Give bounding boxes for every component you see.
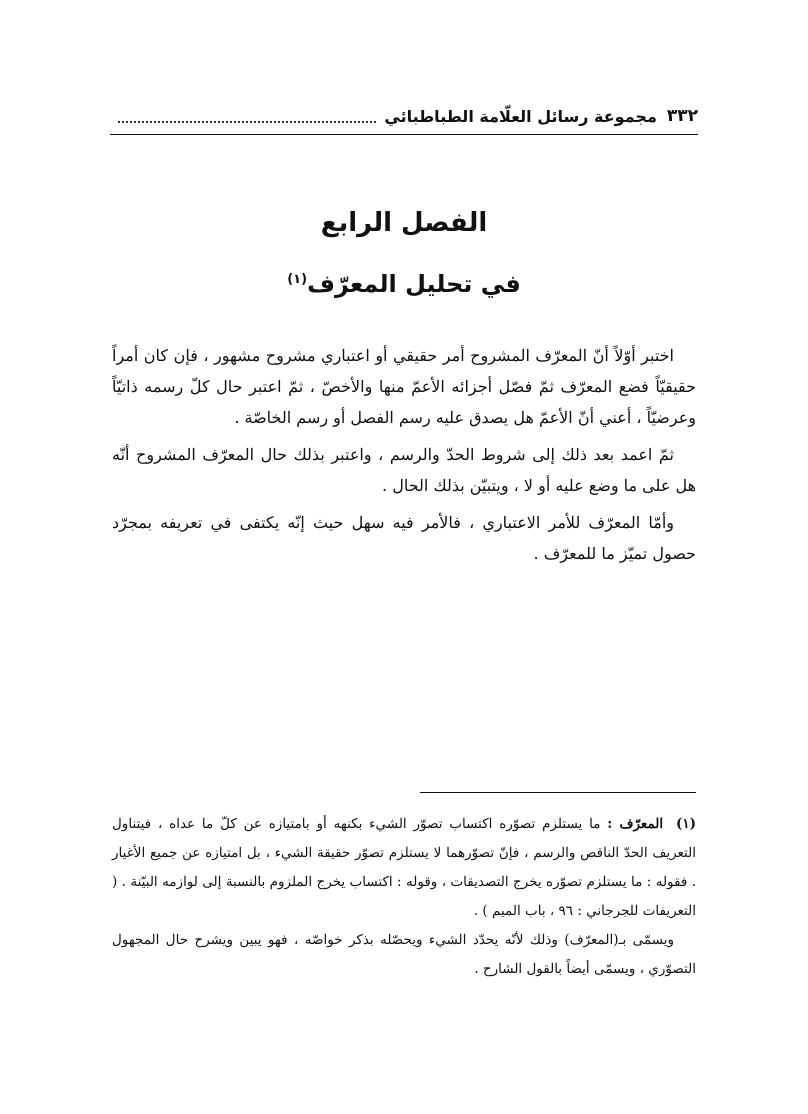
footnote <box>112 810 696 926</box>
body-paragraph: وأمّا المعرّف للأمر الاعتباري ، فالأمر فيه سهل حيث إنّه يكتفى في تعريفه بمجرّد حصول تميّز ما للمعرّف . <box>112 513 696 563</box>
footnote-reference[interactable]: (١) <box>287 272 308 287</box>
footnote-text: ما يستلزم تصوّره اكتساب تصوّر الشيء بكنهه أو بامتيازه عن كلّ ما عداه ، فيتناول التعريف الحدّ الناقص والرسم ، فإنّ تصوّرهما لا يستلزم تصوّر حقيقة الشيء ، بل امتيازه عن جميع الأغيار . فقوله : ما يستلزم تصوّره يخرج التصديقات ، وقوله : اكتساب يخرج الملزوم بالنسبة إلى لوازمه البيّنة . ( التعريفات للجرجاني : ٩٦ ، باب الميم ) . <box>112 816 696 919</box>
header-leader-dots <box>118 109 376 123</box>
footnote-marker: (١) <box>675 816 696 832</box>
running-header-title: مجموعة رسائل العلّامة الطباطبائي <box>384 106 657 126</box>
chapter-subtitle <box>0 270 808 298</box>
footnotes <box>112 810 696 984</box>
page-number: ٣٣٢ <box>666 106 698 126</box>
body-text <box>112 340 696 575</box>
footnote-divider <box>420 792 696 793</box>
body-paragraph: ثمّ اعمد بعد ذلك إلى شروط الحدّ والرسم ، واعتبر بذلك حال المعرّف المشروح أنّه هل على ما وضع عليه أو لا ، ويتبيّن بذلك الحال . <box>112 445 696 495</box>
chapter-subtitle-text: في تحليل المعرّف <box>307 270 521 298</box>
body-paragraph: اختبر أوّلاً أنّ المعرّف المشروح أمر حقيقي أو اعتباري مشروح مشهور ، فإن كان أمراً حقيقيّاً فضع المعرّف ثمّ فصّل أجزائه الأعمّ منها والأخصّ ، ثمّ اعتبر حال كلّ رسمه ذاتيّاً وعرضيّاً ، أعني أنّ الأعمّ هل يصدق عليه رسم الفصل أو رسم الخاصّة . <box>112 346 697 427</box>
chapter-title: الفصل الرابع <box>320 208 488 238</box>
footnote-continuation: ويسمّى بـ(المعرّف) وذلك لأنّه يحدّد الشيء ويحصّله بذكر خواصّه ، فهو يبين ويشرح حال المجهول التصوّري ، ويسمّى أيضاً بالقول الشارح . <box>112 932 696 977</box>
running-header <box>110 98 698 135</box>
footnote-term: المعرّف : <box>607 816 664 832</box>
